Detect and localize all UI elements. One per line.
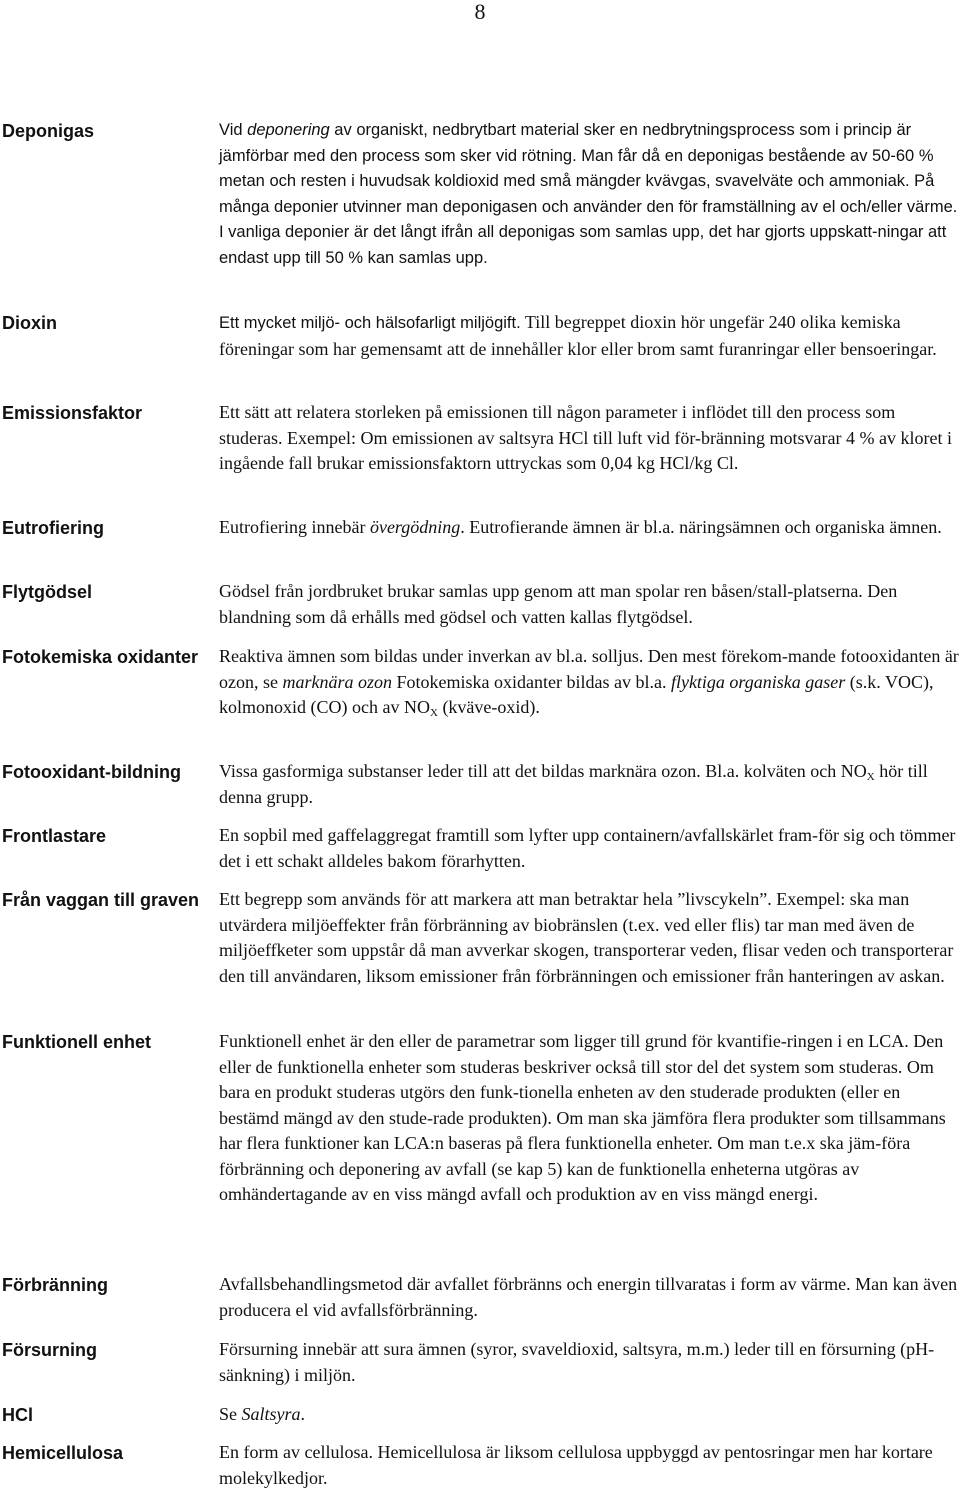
glossary-definition: Vissa gasformiga substanser leder till att det bildas marknära ozon. Bl.a. kolväten och $NO_X$ hör till denna grupp. xyxy=(219,761,928,807)
glossary-definition: Reaktiva ämnen som bildas under inverkan av bl.a. solljus. Den mest förekom-mande fotooxidanten är ozon, se marknära ozon Fotokemiska oxidanter bildas av bl.a. flyktiga organiska gaser (s.k. VOC), kolmonoxid (CO) och av $NO_X$ (kväve-oxid). xyxy=(219,646,959,719)
glossary-term: Flytgödsel xyxy=(2,582,93,602)
glossary-term: Från vaggan till graven xyxy=(2,890,200,910)
page-number: 8 xyxy=(474,0,486,24)
glossary-definition: Vid deponering av organiskt, nedbrytbart material sker en nedbrytningsprocess som i princip är jämförbar med den process som sker vid rötning. Man får då en deponigas bestående av 50-60 % metan och resten i huvudsak koldioxid med små mängder kvävgas, svavelväte och ammoniak. På många deponier utvinner man deponigasen och använder den för framställning av el och/eller värme. I vanliga deponier är det långt ifrån all deponigas som samlas upp, det har gjorts uppskatt-ningar att endast upp till 50 % kan samlas upp. xyxy=(219,121,958,267)
glossary-definition: Ett mycket miljö- och hälsofarligt miljögift. Till begreppet dioxin hör ungefär 240 olika kemiska föreningar som har gemensamt att de innehåller klor eller brom samt furanringar eller bensoeringar. xyxy=(219,312,937,359)
glossary-term: Deponigas xyxy=(2,121,95,141)
glossary-term: Fotokemiska oxidanter xyxy=(2,647,199,667)
glossary-definition: Försurning innebär att sura ämnen (syror, svaveldioxid, saltsyra, m.m.) leder till en försurning (pH-sänkning) i miljön. xyxy=(219,1339,935,1385)
glossary-term: Förbränning xyxy=(2,1275,108,1295)
glossary-definition: En sopbil med gaffelaggregat framtill som lyfter upp containern/avfallskärlet fram-för sig och tömmer det i ett schakt alldeles bakom förarhytten. xyxy=(219,825,956,871)
glossary-term: Emissionsfaktor xyxy=(2,403,143,423)
glossary-definition: Funktionell enhet är den eller de parametrar som ligger till grund för kvantifie-ringen i en LCA. Den eller de funktionella enheter som studeras beskriver också till stor del det system som studeras. Om bara en produkt studeras utgörs den funk-tionella enheten av den studerade produkten (eller en bestämd mängd av den stude-rade produkten). Om man ska jämföra flera produkter som tillsammans har flera funktioner kan LCA:n baseras på flera funktionella enheter. Om man t.e.x ska jäm-föra förbränning och deponering av avfall (se kap 5) kan de funktionella enheterna utgöras av omhändertagande av en viss mängd avfall och produktion av en viss mängd energi. xyxy=(219,1031,946,1204)
glossary-definition: Ett sätt att relatera storleken på emissionen till någon parameter i inflödet till den process som studeras. Exempel: Om emissionen av saltsyra HCl till luft vid för-bränning motsvarar 4 % av kloret i ingående fall brukar emissionsfaktorn uttryckas som 0,04 kg HCl/kg Cl. xyxy=(219,402,952,473)
glossary-term: Dioxin xyxy=(2,313,58,333)
glossary-definition: Gödsel från jordbruket brukar samlas upp genom att man spolar ren båsen/stall-platserna. Den blandning som då erhålls med gödsel och vatten kallas flytgödsel. xyxy=(219,581,898,627)
glossary-definition: Ett begrepp som används för att markera att man betraktar hela ”livscykeln”. Exempel: ska man utvärdera miljöeffekter från förbränning av biobränslen (t.ex. ved eller flis) tar man med även de miljöeffketer som uppstår då man avverkar skogen, transporterar veden, flisar veden och transporterar den till användaren, liksom emissioner från förbränningen och emissioner från hanteringen av askan. xyxy=(219,889,954,986)
glossary-definition: Avfallsbehandlingsmetod där avfallet förbränns och energin tillvaratas i form av värme. Man kan även producera el vid avfallsförbränning. xyxy=(219,1274,958,1320)
glossary-term: Funktionell enhet xyxy=(2,1032,152,1052)
glossary-term: Eutrofiering xyxy=(2,518,104,538)
glossary-definition: Eutrofiering innebär övergödning. Eutrofierande ämnen är bl.a. näringsämnen och organiska ämnen. xyxy=(219,517,942,537)
glossary-definition: En form av cellulosa. Hemicellulosa är liksom cellulosa uppbyggd av pentosringar men har kortare molekylkedjor. xyxy=(219,1442,933,1488)
glossary-term: Hemicellulosa xyxy=(2,1443,124,1463)
glossary-definition: Se Saltsyra. xyxy=(219,1404,306,1424)
glossary-term: Fotooxidant-bildning xyxy=(2,762,181,782)
glossary-term: Försurning xyxy=(2,1340,97,1360)
glossary-term: HCl xyxy=(2,1405,33,1425)
glossary-term: Frontlastare xyxy=(2,826,107,846)
